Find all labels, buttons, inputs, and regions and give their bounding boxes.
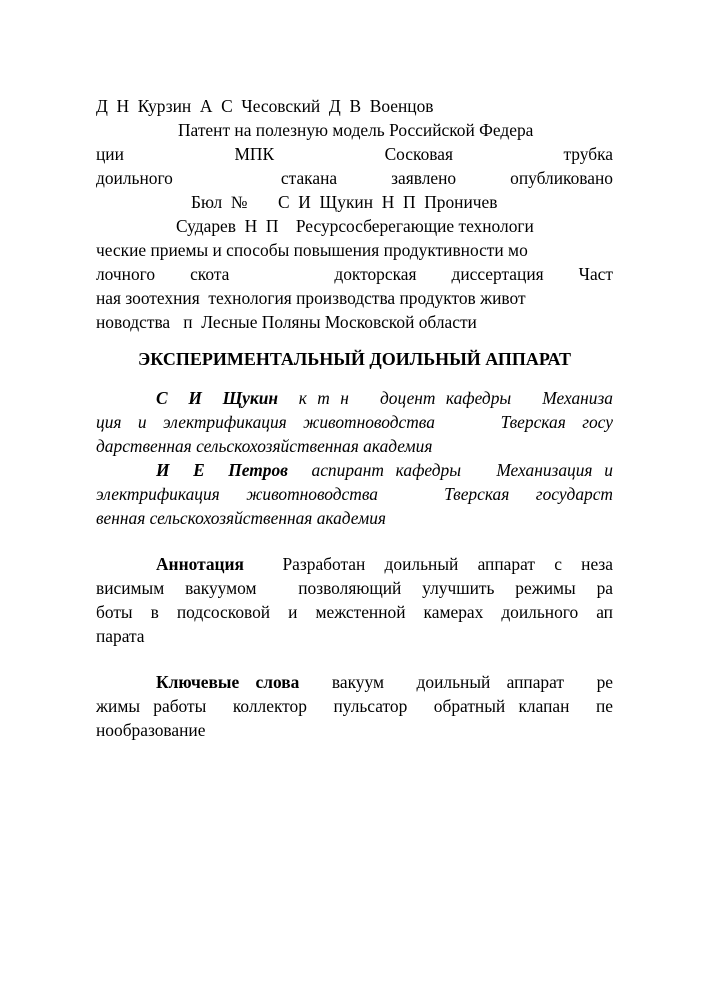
reference-fragment: опубликовано (510, 168, 613, 188)
reference-fragment: лочного скота докторская диссертация (96, 264, 544, 284)
reference-line (96, 166, 613, 190)
article-title: ЭКСПЕРИМЕНТАЛЬНЫЙ ДОИЛЬНЫЙ АППАРАТ (138, 349, 571, 369)
reference-line: ная зоотехния технология производства продуктов живот (96, 288, 526, 308)
abstract-block (96, 552, 613, 648)
author-line (96, 386, 613, 410)
author-line: венная сельскохозяйственная академия (96, 508, 386, 528)
abstract-text: Разработан доильный аппарат с неза (282, 554, 614, 574)
author-line: дарственная сельскохозяйственная академия (96, 436, 433, 456)
abstract-label: Аннотация (156, 554, 244, 574)
author-line (96, 458, 613, 482)
document-page (96, 94, 613, 742)
keywords-line: жимы работы коллектор пульсатор обратный клапан пе (96, 696, 613, 716)
reference-fragment: Сосковая трубка (384, 144, 613, 164)
keywords-line (96, 670, 613, 694)
author-affiliation: аспирант кафедры Механизация и (311, 460, 613, 480)
reference-fragment: заявлено (391, 168, 457, 188)
reference-fragment: ции (96, 144, 124, 164)
abstract-line: боты в подсосковой и межстенной камерах доильного ап (96, 602, 613, 622)
author-name: С И Щукин (156, 388, 279, 408)
author-line: ция и электрификация животноводства Тверская госу (96, 412, 613, 432)
abstract-line: парата (96, 626, 145, 646)
keywords-label: Ключевые слова (156, 672, 300, 692)
abstract-line (96, 552, 613, 576)
abstract-line: висимым вакуумом позволяющий улучшить режимы ра (96, 578, 613, 598)
reference-line: ческие приемы и способы повышения продуктивности мо (96, 240, 528, 260)
reference-line: Сударев Н П Ресурсосберегающие технологи (176, 216, 534, 236)
author-name: И Е Петров (156, 460, 288, 480)
keywords-text: вакуум доильный аппарат ре (331, 672, 613, 692)
references-block (96, 94, 613, 334)
reference-line (96, 262, 613, 286)
author-affiliation: к т н доцент кафедры Механиза (298, 388, 613, 408)
reference-line: Д Н Курзин А С Чесовский Д В Военцов (96, 96, 434, 116)
reference-line: Бюл № С И Щукин Н П Проничев (191, 192, 498, 212)
reference-fragment: МПК (234, 144, 275, 164)
reference-line: Патент на полезную модель Российской Федера (178, 120, 534, 140)
reference-fragment: Част (578, 264, 613, 284)
reference-fragment: доильного стакана (96, 168, 338, 188)
reference-line (96, 142, 613, 166)
keywords-line: нообразование (96, 720, 206, 740)
keywords-block (96, 670, 613, 742)
reference-line: новодства п Лесные Поляны Московской области (96, 312, 477, 332)
authors-block (96, 386, 613, 530)
author-line: электрификация животноводства Тверская государст (96, 484, 613, 504)
